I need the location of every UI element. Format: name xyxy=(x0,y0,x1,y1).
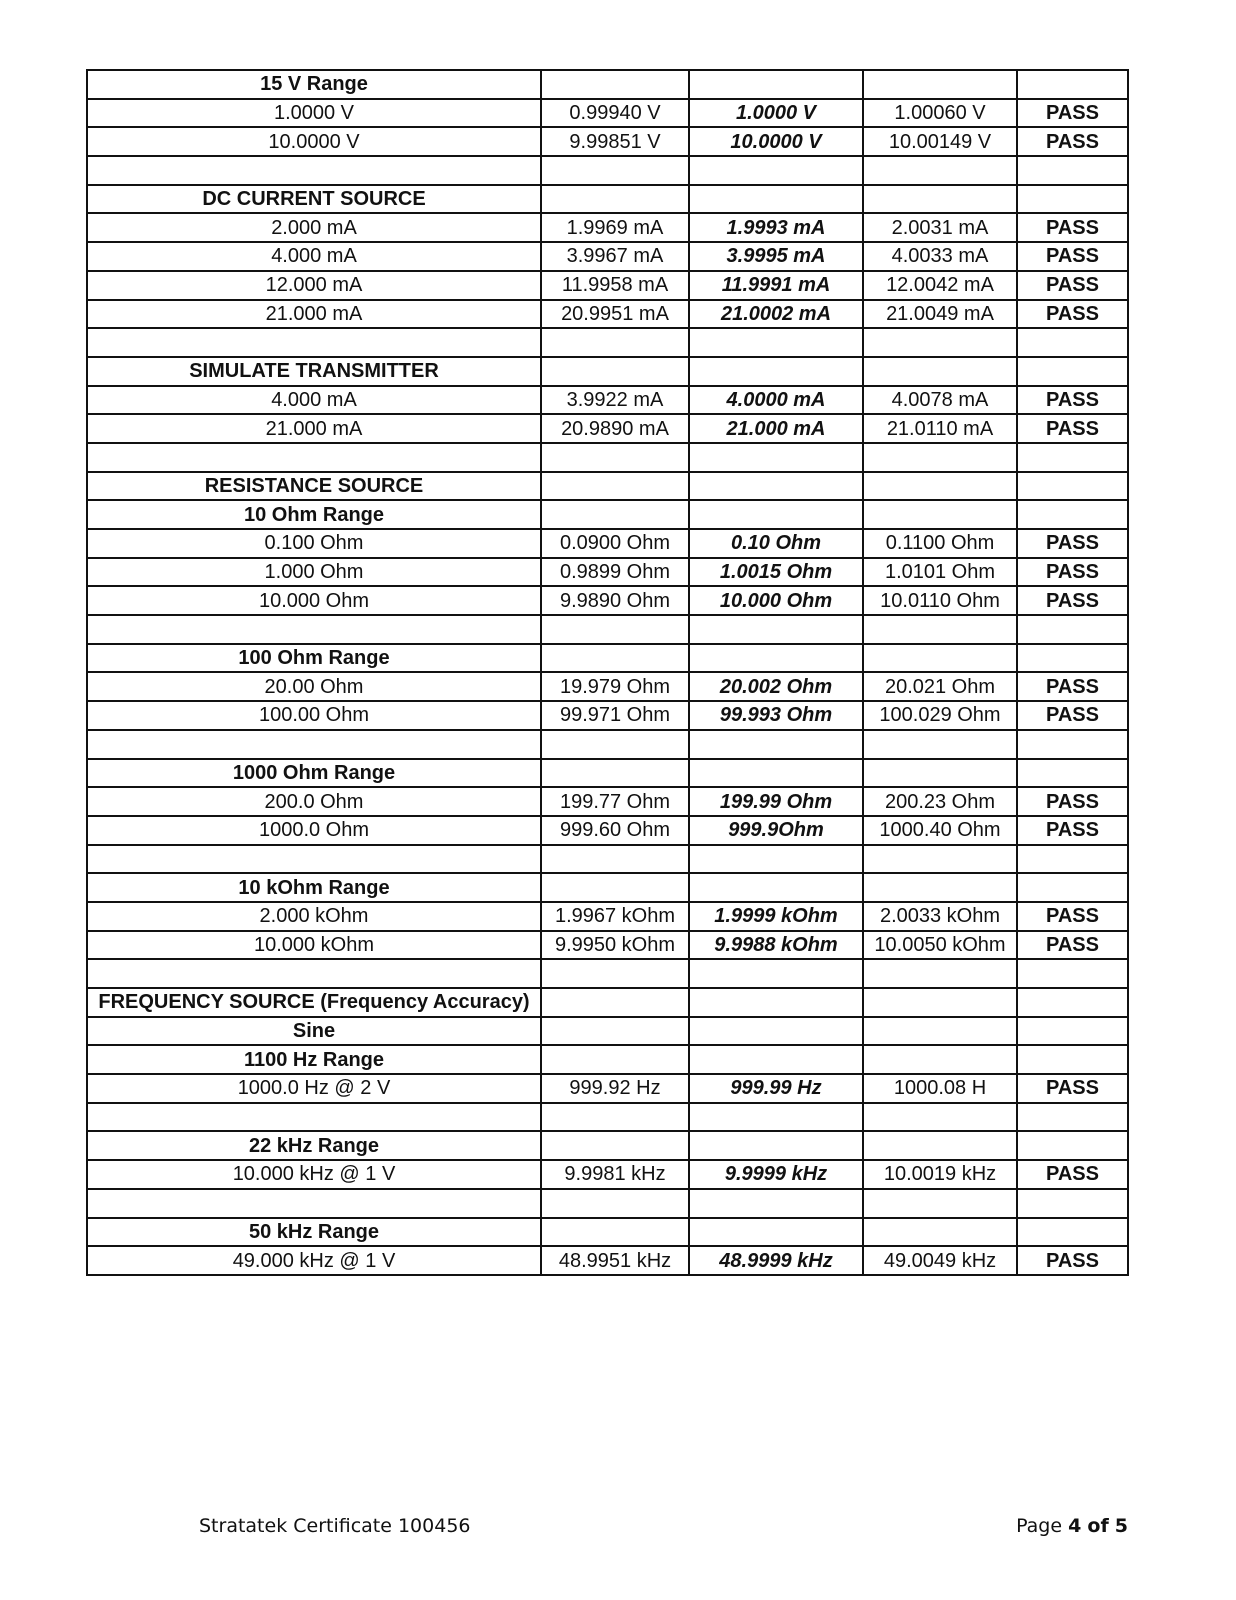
nominal-cell: 200.0 Ohm xyxy=(87,787,541,816)
empty-cell xyxy=(541,845,689,874)
table-row xyxy=(87,127,1128,156)
section-heading-row xyxy=(87,1045,1128,1074)
upper-limit-cell: 100.029 Ohm xyxy=(863,701,1017,730)
table-row xyxy=(87,271,1128,300)
blank-row xyxy=(87,1103,1128,1132)
lower-limit-cell: 19.979 Ohm xyxy=(541,672,689,701)
empty-cell xyxy=(863,443,1017,472)
upper-limit-cell: 49.0049 kHz xyxy=(863,1246,1017,1275)
empty-cell xyxy=(863,759,1017,788)
upper-limit-cell: 4.0078 mA xyxy=(863,386,1017,415)
empty-cell xyxy=(87,615,541,644)
table-row xyxy=(87,529,1128,558)
table-row xyxy=(87,701,1128,730)
calibration-table-body xyxy=(87,70,1128,1275)
result-cell: PASS xyxy=(1017,300,1128,329)
table-row xyxy=(87,902,1128,931)
upper-limit-cell: 1.0101 Ohm xyxy=(863,558,1017,587)
upper-limit-cell: 20.021 Ohm xyxy=(863,672,1017,701)
result-cell: PASS xyxy=(1017,558,1128,587)
measured-value-cell: 999.9Ohm xyxy=(689,816,863,845)
upper-limit-cell: 10.0019 kHz xyxy=(863,1160,1017,1189)
empty-cell xyxy=(541,156,689,185)
empty-cell xyxy=(863,1218,1017,1247)
section-heading-row xyxy=(87,472,1128,501)
section-heading: 1000 Ohm Range xyxy=(87,759,541,788)
table-row xyxy=(87,99,1128,128)
empty-cell xyxy=(541,1189,689,1218)
section-heading: DC CURRENT SOURCE xyxy=(87,185,541,214)
empty-cell xyxy=(863,1045,1017,1074)
empty-cell xyxy=(87,959,541,988)
certificate-label: Stratatek Certificate 100456 xyxy=(199,1515,471,1537)
section-heading-row xyxy=(87,1017,1128,1046)
empty-cell xyxy=(689,988,863,1017)
empty-cell xyxy=(1017,472,1128,501)
upper-limit-cell: 2.0033 kOhm xyxy=(863,902,1017,931)
measured-value-cell: 1.9993 mA xyxy=(689,213,863,242)
blank-row xyxy=(87,959,1128,988)
empty-cell xyxy=(1017,1017,1128,1046)
section-heading: SIMULATE TRANSMITTER xyxy=(87,357,541,386)
nominal-cell: 4.000 mA xyxy=(87,242,541,271)
empty-cell xyxy=(1017,185,1128,214)
nominal-cell: 21.000 mA xyxy=(87,300,541,329)
section-heading: 15 V Range xyxy=(87,70,541,99)
section-heading-row xyxy=(87,644,1128,673)
empty-cell xyxy=(863,1017,1017,1046)
table-row xyxy=(87,1160,1128,1189)
section-heading-row xyxy=(87,759,1128,788)
result-cell: PASS xyxy=(1017,586,1128,615)
upper-limit-cell: 0.1100 Ohm xyxy=(863,529,1017,558)
section-heading-row xyxy=(87,185,1128,214)
blank-row xyxy=(87,730,1128,759)
lower-limit-cell: 99.971 Ohm xyxy=(541,701,689,730)
nominal-cell: 100.00 Ohm xyxy=(87,701,541,730)
upper-limit-cell: 21.0049 mA xyxy=(863,300,1017,329)
result-cell: PASS xyxy=(1017,271,1128,300)
section-heading: 10 Ohm Range xyxy=(87,500,541,529)
empty-cell xyxy=(1017,443,1128,472)
empty-cell xyxy=(863,615,1017,644)
blank-row xyxy=(87,845,1128,874)
lower-limit-cell: 9.9950 kOhm xyxy=(541,931,689,960)
result-cell: PASS xyxy=(1017,672,1128,701)
upper-limit-cell: 2.0031 mA xyxy=(863,213,1017,242)
empty-cell xyxy=(1017,759,1128,788)
section-heading-row xyxy=(87,873,1128,902)
empty-cell xyxy=(689,1218,863,1247)
result-cell: PASS xyxy=(1017,127,1128,156)
lower-limit-cell: 3.9967 mA xyxy=(541,242,689,271)
empty-cell xyxy=(863,185,1017,214)
section-heading: 100 Ohm Range xyxy=(87,644,541,673)
lower-limit-cell: 1.9967 kOhm xyxy=(541,902,689,931)
nominal-cell: 10.0000 V xyxy=(87,127,541,156)
nominal-cell: 10.000 kHz @ 1 V xyxy=(87,1160,541,1189)
page-prefix: Page xyxy=(1016,1515,1063,1537)
empty-cell xyxy=(541,70,689,99)
empty-cell xyxy=(689,1189,863,1218)
result-cell: PASS xyxy=(1017,1160,1128,1189)
table-row xyxy=(87,300,1128,329)
empty-cell xyxy=(541,1103,689,1132)
empty-cell xyxy=(541,500,689,529)
section-heading: 50 kHz Range xyxy=(87,1218,541,1247)
section-heading: 1100 Hz Range xyxy=(87,1045,541,1074)
empty-cell xyxy=(541,472,689,501)
empty-cell xyxy=(863,156,1017,185)
nominal-cell: 1.0000 V xyxy=(87,99,541,128)
blank-row xyxy=(87,156,1128,185)
calibration-results-table xyxy=(86,69,1129,1276)
measured-value-cell: 1.0000 V xyxy=(689,99,863,128)
page-of: of xyxy=(1087,1515,1109,1537)
section-heading: Sine xyxy=(87,1017,541,1046)
measured-value-cell: 21.0002 mA xyxy=(689,300,863,329)
upper-limit-cell: 10.0110 Ohm xyxy=(863,586,1017,615)
lower-limit-cell: 9.99851 V xyxy=(541,127,689,156)
nominal-cell: 0.100 Ohm xyxy=(87,529,541,558)
result-cell: PASS xyxy=(1017,787,1128,816)
empty-cell xyxy=(541,644,689,673)
empty-cell xyxy=(689,873,863,902)
empty-cell xyxy=(541,443,689,472)
measured-value-cell: 199.99 Ohm xyxy=(689,787,863,816)
nominal-cell: 12.000 mA xyxy=(87,271,541,300)
section-heading-row xyxy=(87,988,1128,1017)
empty-cell xyxy=(689,1017,863,1046)
upper-limit-cell: 4.0033 mA xyxy=(863,242,1017,271)
empty-cell xyxy=(689,1103,863,1132)
empty-cell xyxy=(1017,845,1128,874)
section-heading: 22 kHz Range xyxy=(87,1131,541,1160)
upper-limit-cell: 1.00060 V xyxy=(863,99,1017,128)
blank-row xyxy=(87,1189,1128,1218)
lower-limit-cell: 999.60 Ohm xyxy=(541,816,689,845)
empty-cell xyxy=(541,730,689,759)
result-cell: PASS xyxy=(1017,1246,1128,1275)
empty-cell xyxy=(689,759,863,788)
empty-cell xyxy=(1017,328,1128,357)
measured-value-cell: 1.0015 Ohm xyxy=(689,558,863,587)
blank-row xyxy=(87,615,1128,644)
empty-cell xyxy=(689,500,863,529)
page-current: 4 xyxy=(1068,1515,1082,1537)
empty-cell xyxy=(87,730,541,759)
nominal-cell: 2.000 kOhm xyxy=(87,902,541,931)
lower-limit-cell: 199.77 Ohm xyxy=(541,787,689,816)
measured-value-cell: 999.99 Hz xyxy=(689,1074,863,1103)
nominal-cell: 2.000 mA xyxy=(87,213,541,242)
table-row xyxy=(87,242,1128,271)
page-total: 5 xyxy=(1114,1515,1128,1537)
upper-limit-cell: 10.0050 kOhm xyxy=(863,931,1017,960)
empty-cell xyxy=(863,70,1017,99)
empty-cell xyxy=(1017,730,1128,759)
measured-value-cell: 9.9999 kHz xyxy=(689,1160,863,1189)
empty-cell xyxy=(541,357,689,386)
section-heading: 10 kOhm Range xyxy=(87,873,541,902)
table-row xyxy=(87,672,1128,701)
empty-cell xyxy=(1017,644,1128,673)
empty-cell xyxy=(863,1189,1017,1218)
measured-value-cell: 10.000 Ohm xyxy=(689,586,863,615)
empty-cell xyxy=(87,1189,541,1218)
empty-cell xyxy=(689,644,863,673)
empty-cell xyxy=(541,1017,689,1046)
empty-cell xyxy=(689,328,863,357)
empty-cell xyxy=(689,185,863,214)
empty-cell xyxy=(863,1103,1017,1132)
empty-cell xyxy=(541,1045,689,1074)
empty-cell xyxy=(1017,357,1128,386)
empty-cell xyxy=(689,1045,863,1074)
measured-value-cell: 10.0000 V xyxy=(689,127,863,156)
empty-cell xyxy=(689,443,863,472)
empty-cell xyxy=(689,472,863,501)
table-row xyxy=(87,816,1128,845)
table-row xyxy=(87,213,1128,242)
lower-limit-cell: 0.9899 Ohm xyxy=(541,558,689,587)
empty-cell xyxy=(87,443,541,472)
lower-limit-cell: 3.9922 mA xyxy=(541,386,689,415)
empty-cell xyxy=(87,845,541,874)
result-cell: PASS xyxy=(1017,386,1128,415)
upper-limit-cell: 1000.40 Ohm xyxy=(863,816,1017,845)
empty-cell xyxy=(1017,1189,1128,1218)
empty-cell xyxy=(1017,70,1128,99)
empty-cell xyxy=(541,873,689,902)
nominal-cell: 1.000 Ohm xyxy=(87,558,541,587)
empty-cell xyxy=(1017,873,1128,902)
empty-cell xyxy=(541,185,689,214)
nominal-cell: 1000.0 Hz @ 2 V xyxy=(87,1074,541,1103)
section-heading-row xyxy=(87,70,1128,99)
measured-value-cell: 1.9999 kOhm xyxy=(689,902,863,931)
empty-cell xyxy=(1017,1045,1128,1074)
empty-cell xyxy=(863,988,1017,1017)
empty-cell xyxy=(863,1131,1017,1160)
empty-cell xyxy=(1017,988,1128,1017)
blank-row xyxy=(87,443,1128,472)
empty-cell xyxy=(541,988,689,1017)
section-heading-row xyxy=(87,500,1128,529)
lower-limit-cell: 11.9958 mA xyxy=(541,271,689,300)
lower-limit-cell: 9.9890 Ohm xyxy=(541,586,689,615)
table-row xyxy=(87,1074,1128,1103)
empty-cell xyxy=(689,70,863,99)
section-heading-row xyxy=(87,357,1128,386)
empty-cell xyxy=(541,759,689,788)
empty-cell xyxy=(541,1131,689,1160)
table-row xyxy=(87,931,1128,960)
empty-cell xyxy=(689,1131,863,1160)
upper-limit-cell: 10.00149 V xyxy=(863,127,1017,156)
section-heading: FREQUENCY SOURCE (Frequency Accuracy) xyxy=(87,988,541,1017)
empty-cell xyxy=(689,845,863,874)
empty-cell xyxy=(87,328,541,357)
empty-cell xyxy=(87,1103,541,1132)
empty-cell xyxy=(87,156,541,185)
table-row xyxy=(87,1246,1128,1275)
nominal-cell: 49.000 kHz @ 1 V xyxy=(87,1246,541,1275)
measured-value-cell: 20.002 Ohm xyxy=(689,672,863,701)
measured-value-cell: 11.9991 mA xyxy=(689,271,863,300)
empty-cell xyxy=(1017,959,1128,988)
page-number xyxy=(1016,1515,1128,1537)
result-cell: PASS xyxy=(1017,99,1128,128)
empty-cell xyxy=(863,959,1017,988)
measured-value-cell: 0.10 Ohm xyxy=(689,529,863,558)
empty-cell xyxy=(541,1218,689,1247)
empty-cell xyxy=(1017,615,1128,644)
lower-limit-cell: 0.0900 Ohm xyxy=(541,529,689,558)
empty-cell xyxy=(863,644,1017,673)
empty-cell xyxy=(1017,1103,1128,1132)
empty-cell xyxy=(689,357,863,386)
measured-value-cell: 99.993 Ohm xyxy=(689,701,863,730)
empty-cell xyxy=(863,500,1017,529)
empty-cell xyxy=(689,730,863,759)
empty-cell xyxy=(863,730,1017,759)
empty-cell xyxy=(541,615,689,644)
measured-value-cell: 9.9988 kOhm xyxy=(689,931,863,960)
upper-limit-cell: 21.0110 mA xyxy=(863,414,1017,443)
section-heading: RESISTANCE SOURCE xyxy=(87,472,541,501)
measured-value-cell: 21.000 mA xyxy=(689,414,863,443)
table-row xyxy=(87,586,1128,615)
empty-cell xyxy=(689,959,863,988)
result-cell: PASS xyxy=(1017,414,1128,443)
nominal-cell: 21.000 mA xyxy=(87,414,541,443)
empty-cell xyxy=(1017,1131,1128,1160)
section-heading-row xyxy=(87,1131,1128,1160)
lower-limit-cell: 999.92 Hz xyxy=(541,1074,689,1103)
result-cell: PASS xyxy=(1017,931,1128,960)
result-cell: PASS xyxy=(1017,816,1128,845)
upper-limit-cell: 12.0042 mA xyxy=(863,271,1017,300)
nominal-cell: 4.000 mA xyxy=(87,386,541,415)
lower-limit-cell: 20.9951 mA xyxy=(541,300,689,329)
table-row xyxy=(87,414,1128,443)
nominal-cell: 1000.0 Ohm xyxy=(87,816,541,845)
table-row xyxy=(87,386,1128,415)
lower-limit-cell: 1.9969 mA xyxy=(541,213,689,242)
lower-limit-cell: 9.9981 kHz xyxy=(541,1160,689,1189)
result-cell: PASS xyxy=(1017,529,1128,558)
nominal-cell: 10.000 Ohm xyxy=(87,586,541,615)
empty-cell xyxy=(689,156,863,185)
empty-cell xyxy=(541,959,689,988)
empty-cell xyxy=(1017,500,1128,529)
empty-cell xyxy=(541,328,689,357)
empty-cell xyxy=(863,472,1017,501)
result-cell: PASS xyxy=(1017,701,1128,730)
empty-cell xyxy=(1017,1218,1128,1247)
lower-limit-cell: 0.99940 V xyxy=(541,99,689,128)
result-cell: PASS xyxy=(1017,1074,1128,1103)
result-cell: PASS xyxy=(1017,213,1128,242)
result-cell: PASS xyxy=(1017,242,1128,271)
upper-limit-cell: 1000.08 H xyxy=(863,1074,1017,1103)
lower-limit-cell: 20.9890 mA xyxy=(541,414,689,443)
nominal-cell: 10.000 kOhm xyxy=(87,931,541,960)
lower-limit-cell: 48.9951 kHz xyxy=(541,1246,689,1275)
section-heading-row xyxy=(87,1218,1128,1247)
table-row xyxy=(87,558,1128,587)
upper-limit-cell: 200.23 Ohm xyxy=(863,787,1017,816)
empty-cell xyxy=(863,873,1017,902)
empty-cell xyxy=(863,328,1017,357)
measured-value-cell: 3.9995 mA xyxy=(689,242,863,271)
empty-cell xyxy=(863,357,1017,386)
empty-cell xyxy=(689,615,863,644)
nominal-cell: 20.00 Ohm xyxy=(87,672,541,701)
result-cell: PASS xyxy=(1017,902,1128,931)
measured-value-cell: 48.9999 kHz xyxy=(689,1246,863,1275)
empty-cell xyxy=(863,845,1017,874)
measured-value-cell: 4.0000 mA xyxy=(689,386,863,415)
blank-row xyxy=(87,328,1128,357)
table-row xyxy=(87,787,1128,816)
empty-cell xyxy=(1017,156,1128,185)
